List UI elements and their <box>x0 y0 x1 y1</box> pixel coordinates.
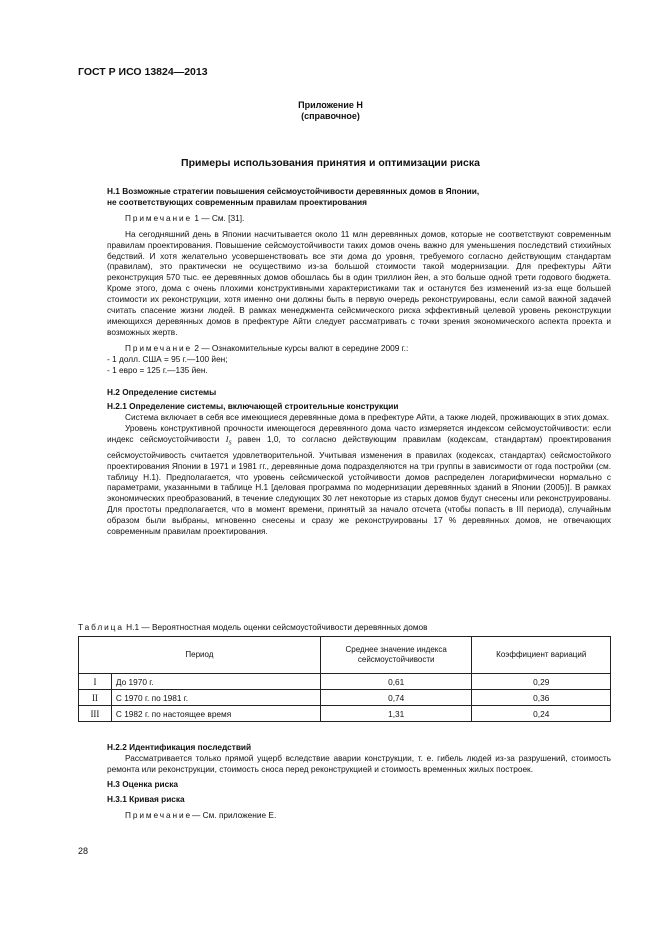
header-mean: Среднее значение индекса сейсмоустойчивости <box>320 637 472 674</box>
row-period: С 1982 г. по настоящее время <box>111 706 320 722</box>
annex-title: Приложение Н <box>298 100 363 110</box>
paragraph-level: Уровень конструктивной прочности имеющегося деревянного дома часто измеряется индексом сейсмоустойчивости: если индекс сейсмоустойчивости $I_S$ равен 1,0, то согласно действующим правилам (кодексам, стандартам) проектирования сейсмоустойчивость считается удовлетворительной. Учитывая изменения в правилах (кодексах, стандартах) сейсмостойкого проектирования Японии в 1971 и 1981 гг., деревянные дома подразделяются на три группы в зависимости от года постройки (см. таблицу Н.1). Предполагается, что уровень сейсмической устойчивости домов распределен логарифмически нормально с параметрами, указанными в таблице Н.1 [деловая программа по модернизации деревянных зданий в Японии (2005)]. В рамках экономических преобразований, в течение следующих 30 лет некоторые из старых домов будут снесены или реконструированы. Для простоты предполагается, что в момент времени, принятый за начало отсчета (чтобы попасть в III периода), случайным образом были выбраны, мгновенно снесены и сразу же реконструированы 17 % деревянных домов, не отвечающих современным правилам проектирования. <box>107 423 612 537</box>
row-period: С 1970 г. по 1981 г. <box>111 690 320 706</box>
note-3-label: Примечание <box>125 809 193 820</box>
paragraph-intro: На сегодняшний день в Японии насчитывается около 11 млн деревянных домов, которые не соответствуют современным правилам проектирования. Повышение сейсмоустойчивости таких домов очень важно для уменьшения последствий стихийных бедствий. И хотя желательно усовершенствовать все эти дома до уровня, требуемого согласно действующим стандартам (правилам), это практически не осуществимо из-за большой стоимости такой модернизации. Для префектуры Айти реконструкция 570 тыс. ее деревянных домов обошлась бы в один триллион йен, а это больше одной трети годового бюджета. Кроме этого, дома с очень плохими конструктивными характеристиками так и останутся без изменений из-за еще большей стоимости их реконструкции, хотя именно они должны быть в первую очередь реконструированы, если самой важной задачей считать спасение жизни людей. В рамках менеджмента сейсмического риска эффективный целевой уровень реконструкции имеющихся деревянных домов в префектуре Айти следует рассматривать с точки зрения экономического аспекта проекта и возможных жертв. <box>107 228 611 337</box>
table-caption-label: Таблица <box>78 622 124 632</box>
row-period: До 1970 г. <box>111 674 320 690</box>
paragraph-system: Система включает в себя все имеющиеся деревянные дома в префектуре Айти, а также людей, проживающих в этих домах. <box>125 412 610 423</box>
row-mean: 0,61 <box>320 674 472 690</box>
index-symbol: I <box>225 435 229 445</box>
note-2-eur-rate: - 1 евро = 125 г.—135 йен. <box>107 364 208 375</box>
section-h1-heading-line1: Н.1 Возможные стратегии повышения сейсмоустойчивости деревянных домов в Японии, <box>107 186 480 196</box>
row-cov: 0,24 <box>472 706 611 722</box>
row-roman: II <box>79 690 112 706</box>
note-1-label: Примечание <box>125 212 193 223</box>
row-mean: 0,74 <box>320 690 472 706</box>
row-roman: I <box>79 674 112 690</box>
table-row <box>79 706 611 722</box>
note-2-label: Примечание <box>125 342 193 353</box>
note-3 <box>107 810 611 821</box>
note-1 <box>107 213 611 224</box>
header-period: Период <box>79 637 321 674</box>
table-row <box>79 690 611 706</box>
section-h2-heading: Н.2 Определение системы <box>107 386 217 397</box>
section-h21-heading: Н.2.1 Определение системы, включающей строительные конструкции <box>107 401 399 412</box>
page-number: 28 <box>78 846 89 856</box>
row-cov: 0,36 <box>472 690 611 706</box>
annex-type: (справочное) <box>301 111 360 121</box>
row-roman: III <box>79 706 112 722</box>
content-lower <box>107 742 611 820</box>
document-header: ГОСТ Р ИСО 13824—2013 <box>78 66 208 78</box>
table-row <box>79 674 611 690</box>
seismic-table <box>78 636 611 722</box>
note-2-usd-rate: - 1 долл. США = 95 г.—100 йен; <box>107 353 228 364</box>
section-h3-heading: Н.3 Оценка риска <box>107 778 179 789</box>
note-2-text: 2 — Ознакомительные курсы валют в середине 2009 г.: <box>192 342 409 353</box>
section-h31-heading: Н.3.1 Кривая риска <box>107 793 185 804</box>
index-subscript: S <box>228 440 232 447</box>
table-header-row <box>79 637 611 674</box>
main-title: Примеры использования принятия и оптимизации риска <box>181 157 480 169</box>
row-mean: 1,31 <box>320 706 472 722</box>
note-3-text: — См. приложение Е. <box>192 809 277 820</box>
section-h22-heading: Н.2.2 Идентификация последствий <box>107 742 252 752</box>
note-2 <box>107 343 611 354</box>
paragraph-consequences: Рассматривается только прямой ущерб вследствие аварии конструкции, т. е. гибель людей из-за разрушений, стоимость ремонта или реконструкции, стоимость сноса перед реконструкцией и стоимость временных жилых построек. <box>107 752 611 774</box>
row-cov: 0,29 <box>472 674 611 690</box>
table-caption <box>78 622 428 632</box>
content-upper <box>107 186 611 537</box>
annex-label <box>0 100 661 122</box>
header-cov: Коэффициент вариаций <box>472 637 611 674</box>
table-caption-text: Н.1 — Вероятностная модель оценки сейсмоустойчивости деревянных домов <box>123 622 428 632</box>
section-h1-heading-line2: не соответствующих современным правилам проектирования <box>107 196 367 207</box>
note-1-text: 1 — См. [31]. <box>192 212 245 223</box>
